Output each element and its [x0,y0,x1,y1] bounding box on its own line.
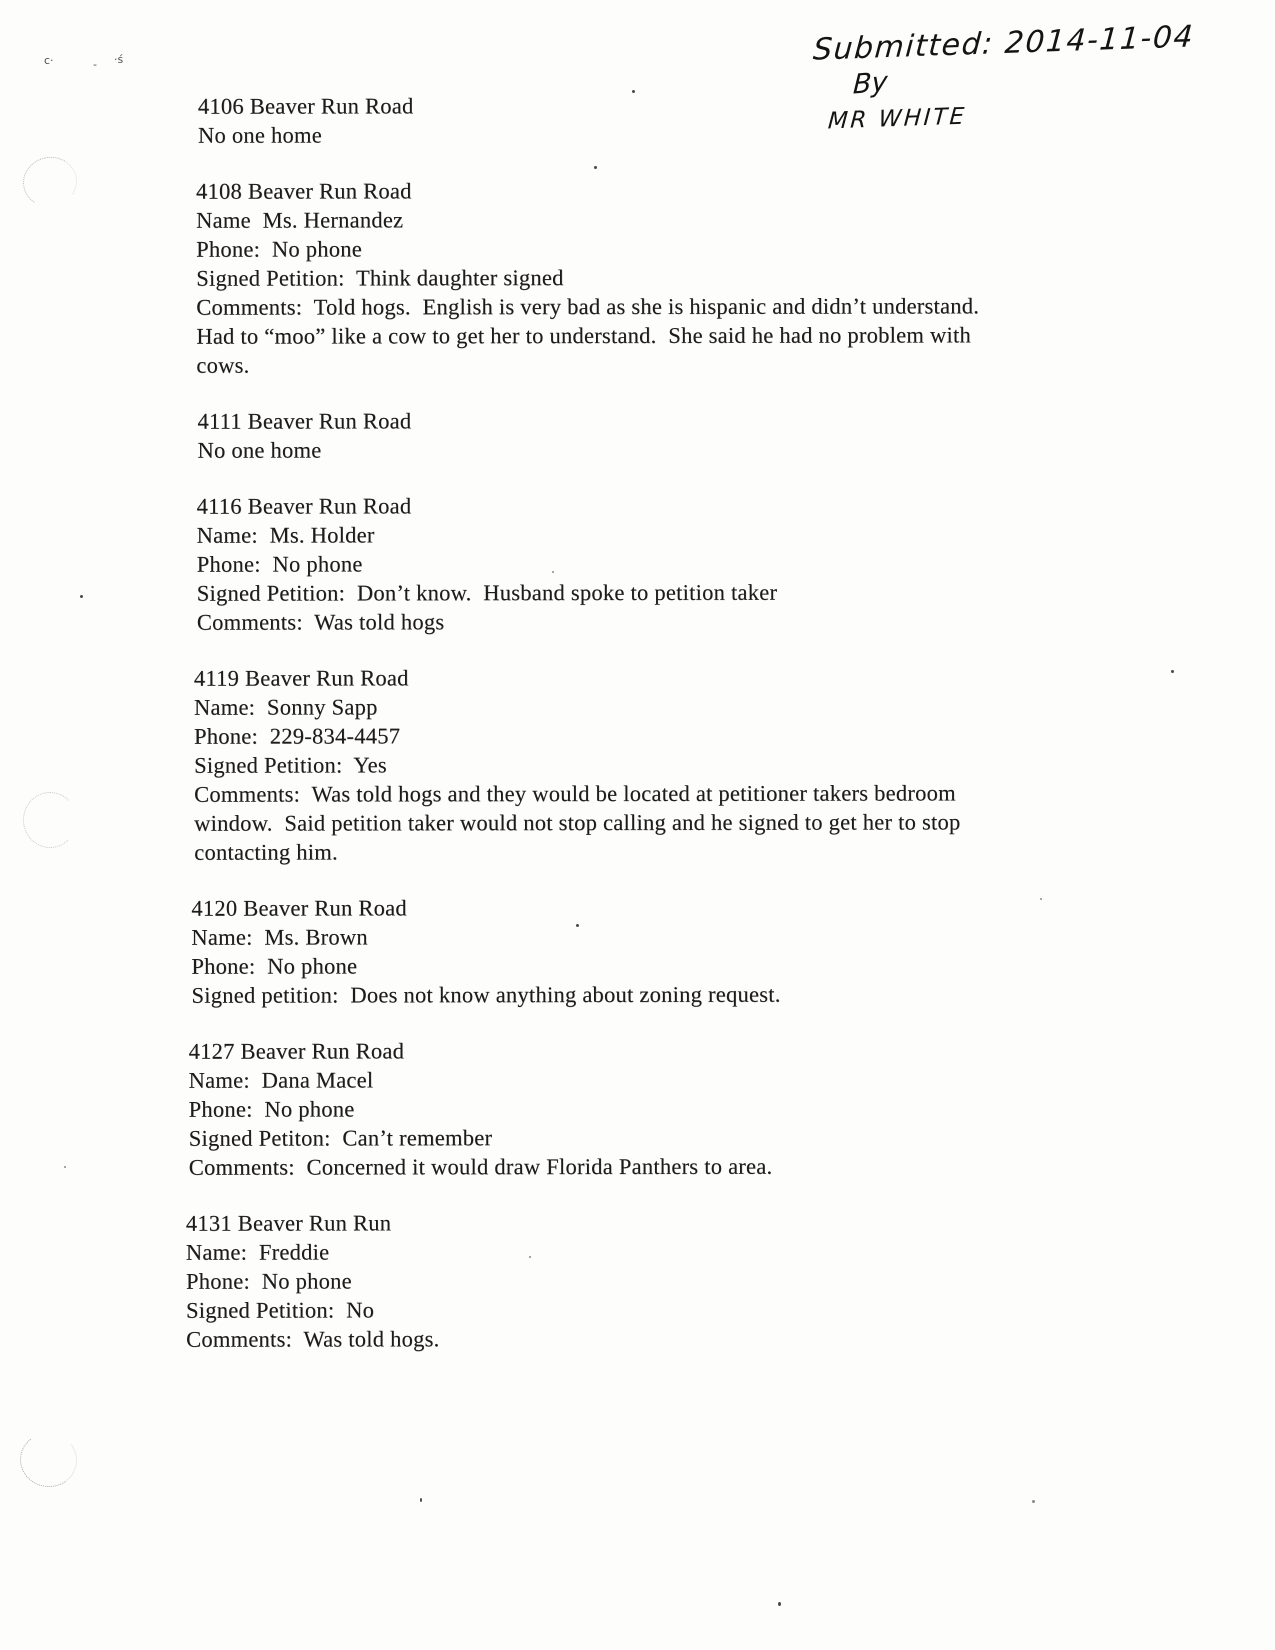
handwritten-submitted-date: Submitted: 2014-11-04 [811,19,1196,68]
entry-line: Name: Freddie [185,1239,330,1265]
entry-line: No one home [197,437,322,463]
entry-line: Comments: Was told hogs and they would be located at petitioner takers bedroom [194,780,956,807]
entry-line: Phone: No phone [185,1268,352,1294]
handwritten-by: By [852,66,889,101]
entry-line: Name: Dana Macel [188,1067,374,1093]
scan-speck [778,1602,781,1606]
scan-corner-mark: - [93,58,97,71]
entry-line: contacting him. [194,839,338,865]
scan-speck [1040,898,1042,900]
entry-line: Signed Petition: Don’t know. Husband spoke to petition taker [196,579,778,606]
scan-corner-mark: c· [44,54,54,67]
hole-punch-mark [17,1429,81,1490]
hole-punch-mark [23,792,77,848]
entry-line: Name Ms. Hernandez [196,207,404,233]
resident-entry [189,1035,981,1181]
scan-speck [576,924,579,927]
scan-speck [1032,1500,1035,1503]
entry-line: Had to “moo” like a cow to get her to understand. She said he had no problem with [196,322,972,349]
entry-address: 4106 Beaver Run Road [197,93,414,119]
scan-speck [420,1498,422,1502]
scan-speck [552,571,554,573]
entry-line: Signed petition: Does not know anything about zoning request. [191,981,781,1008]
entry-address: 4127 Beaver Run Road [188,1038,405,1064]
hole-punch-mark [18,152,81,212]
resident-entries-list [185,90,981,1380]
entry-line: Comments: Was told hogs [196,609,445,635]
entry-line: No one home [197,122,322,148]
resident-entry [198,90,979,149]
handwritten-submitter-name: MR WHITE [827,103,968,135]
entry-line: window. Said petition taker would not stop calling and he signed to get her to stop [194,809,961,836]
resident-entry [191,892,980,1009]
scan-speck [64,1166,66,1168]
resident-entry [197,490,980,636]
entry-line: Name: Ms. Brown [191,924,368,950]
entry-line: Comments: Concerned it would draw Florida Panthers to area. [188,1153,773,1180]
entry-line: Phone: No phone [191,953,358,979]
resident-entry [186,1207,981,1353]
entry-address: 4111 Beaver Run Road [197,408,412,434]
scan-speck [594,166,597,169]
scan-speck [1171,670,1174,673]
entry-line: Signed Petition: Yes [194,752,387,778]
scan-speck [80,595,83,598]
entry-line: Name: Ms. Holder [196,522,375,548]
resident-entry [197,405,979,464]
entry-line: Signed Petition: Think daughter signed [196,265,564,291]
resident-entry [194,662,980,866]
entry-line: Comments: Was told hogs. [186,1326,440,1352]
entry-address: 4108 Beaver Run Road [196,178,412,204]
entry-line: Name: Sonny Sapp [193,694,378,720]
entry-address: 4116 Beaver Run Road [196,493,412,519]
entry-address: 4119 Beaver Run Road [193,665,409,691]
scan-corner-mark: ·ś [114,53,124,66]
entry-address: 4131 Beaver Run Run [185,1210,392,1236]
scan-speck [632,90,635,93]
entry-address: 4120 Beaver Run Road [191,895,407,921]
resident-entry [196,175,979,379]
entry-line: Signed Petiton: Can’t remember [188,1125,493,1151]
entry-line: Phone: No phone [196,236,363,262]
scan-speck [529,1256,531,1258]
entry-line: Comments: Told hogs. English is very bad as she is hispanic and didn’t understand. [196,293,980,320]
entry-line: cows. [196,352,250,378]
entry-line: Phone: No phone [196,551,363,577]
entry-line: Signed Petition: No [185,1297,375,1323]
entry-line: Phone: 229-834-4457 [193,723,401,749]
entry-line: Phone: No phone [188,1096,355,1122]
